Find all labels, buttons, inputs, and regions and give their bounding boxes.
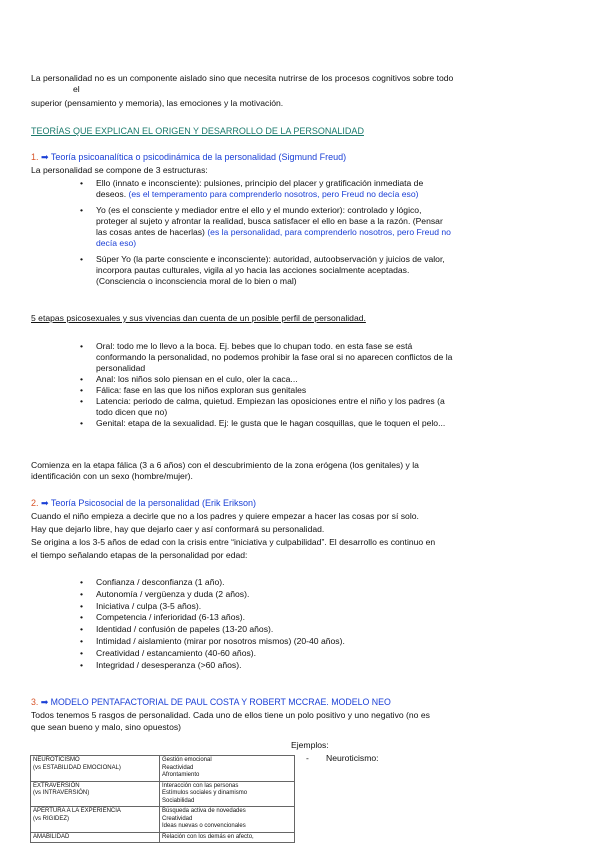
arrow-icon: ➡ (40, 697, 49, 707)
neo-number: 3. (31, 697, 39, 707)
list-item: • Identidad / confusión de papeles (13-20 años). (80, 624, 345, 636)
freud-closing-2: identificación con un sexo (hombre/mujer). (31, 471, 193, 481)
list-item: • Yo (es el consciente y mediador entre el ello y el mundo exterior): controlado y lógico, proteger al sujeto y afrontar la realidad, busca satisfacer el ello en base a la razón. (Pensar las cosas antes de hacerlas) (es la personalidad, para comprenderlo nosotros, pero Freud no decía eso) (80, 205, 451, 249)
list-item: • Súper Yo (la parte consciente e inconsciente): autoridad, autoobservación y juicios de valor, incorpora pautas culturales, vigila al yo hacia las acciones socialmente aceptadas. (Consciencia o inconsciencia moral de lo bien o mal) (80, 254, 451, 287)
neo-title: MODELO PENTAFACTORIAL DE PAUL COSTA Y ROBERT MCCRAE. MODELO NEO (50, 697, 391, 707)
theories-heading: TEORÍAS QUE EXPLICAN EL ORIGEN Y DESARROLLO DE LA PERSONALIDAD (31, 126, 364, 136)
list-item: • Confianza / desconfianza (1 año). (80, 577, 345, 589)
examples-label: Ejemplos: (291, 740, 329, 750)
list-item: • Integridad / desesperanza (>60 años). (80, 660, 345, 672)
intro-line-1b: el (73, 84, 80, 94)
freud-structures-list (80, 178, 451, 287)
list-item: • Latencia: periodo de calma, quietud. Empiezan las oposiciones entre el niño y los padres (a todo dicen que no) (80, 396, 452, 418)
table-row: APERTURA A LA EXPERIENCIA (vs RIGIDEZ) Búsqueda activa de novedades Creatividad Ideas nuevas o convencionales (31, 807, 295, 833)
stages-heading: 5 etapas psicosexuales y sus vivencias dan cuenta de un posible perfil de personalidad. (31, 313, 366, 323)
erikson-stages-list (80, 577, 345, 671)
neo-heading (31, 697, 391, 708)
arrow-icon: ➡ (41, 152, 49, 162)
list-item: • Intimidad / aislamiento (mirar por nosotros mismos) (20-40 años). (80, 636, 345, 648)
erikson-text-2: Hay que dejarlo libre, hay que dejarlo caer y así conformará su personalidad. (31, 524, 325, 534)
erikson-number: 2. (31, 498, 39, 508)
erikson-text-1: Cuando el niño empieza a decirle que no a los padres y quiere empezar a hacer las cosas por sí solo. (31, 511, 419, 521)
intro-line-1: La personalidad no es un componente aislado sino que necesita nutrirse de los procesos cognitivos sobre todo (31, 73, 454, 83)
neo-traits-table (30, 755, 295, 843)
erikson-text-3: Se origina a los 3-5 años de edad con la crisis entre “iniciativa y culpabilidad”. El desarrollo es continuo en (31, 537, 436, 547)
list-item: • Genital: etapa de la sexualidad. Ej: le gusta que le hagan cosquillas, que le toquen el pelo... (80, 418, 452, 429)
erikson-text-4: el tiempo señalando etapas de la personalidad por edad: (31, 550, 248, 560)
list-item: • Creatividad / estancamiento (40-60 años). (80, 648, 345, 660)
arrow-icon: ➡ (41, 498, 49, 508)
table-row: EXTRAVERSIÓN (vs INTRAVERSIÓN) Interacción con las personas Estímulos sociales y dinamismo Sociabilidad (31, 781, 295, 807)
freud-intro: La personalidad se compone de 3 estructuras: (31, 165, 208, 175)
erikson-heading (31, 498, 256, 509)
list-item: • Iniciativa / culpa (3-5 años). (80, 601, 345, 613)
list-item: • Competencia / inferioridad (6-13 años). (80, 612, 345, 624)
list-item: • Autonomía / vergüenza y duda (2 años). (80, 589, 345, 601)
psychosexual-stages-list (80, 341, 452, 429)
list-item: • Ello (innato e inconsciente): pulsiones, principio del placer y gratificación inmediata de deseos. (es el temperamento para comprenderlo nosotros, pero Freud no decía eso) (80, 178, 451, 200)
erikson-title: Teoría Psicosocial de la personalidad (Erik Erikson) (50, 498, 257, 508)
example-dash: - (306, 753, 309, 763)
table-row: AMABILIDAD Relación con los demás en afecto, (31, 832, 295, 843)
list-item: • Anal: los niños solo piensan en el culo, oler la caca... (80, 374, 452, 385)
list-item: • Oral: todo me lo llevo a la boca. Ej. bebes que lo chupan todo. en esta fase se está conformando la personalidad, no podemos prohibir la fase oral si no aparecen conflictos de la personalidad (80, 341, 452, 374)
list-item: • Fálica: fase en las que los niños exploran sus genitales (80, 385, 452, 396)
freud-number: 1. (31, 152, 39, 162)
freud-title: Teoría psicoanalítica o psicodinámica de la personalidad (Sigmund Freud) (50, 152, 347, 162)
example-neuroticism: Neuroticismo: (326, 753, 379, 763)
neo-text-1: Todos tenemos 5 rasgos de personalidad. Cada uno de ellos tiene un polo positivo y uno negativo (no es (31, 710, 430, 720)
table-row: NEUROTICISMO (vs ESTABILIDAD EMOCIONAL) Gestión emocional Reactividad Afrontamiento (31, 756, 295, 782)
neo-text-2: que sean bueno y malo, sino opuestos) (31, 722, 182, 732)
freud-heading (31, 152, 346, 163)
freud-closing-1: Comienza en la etapa fálica (3 a 6 años) con el descubrimiento de la zona erógena (los genitales) y la (31, 460, 419, 470)
intro-line-2: superior (pensamiento y memoria), las emociones y la motivación. (31, 98, 284, 108)
